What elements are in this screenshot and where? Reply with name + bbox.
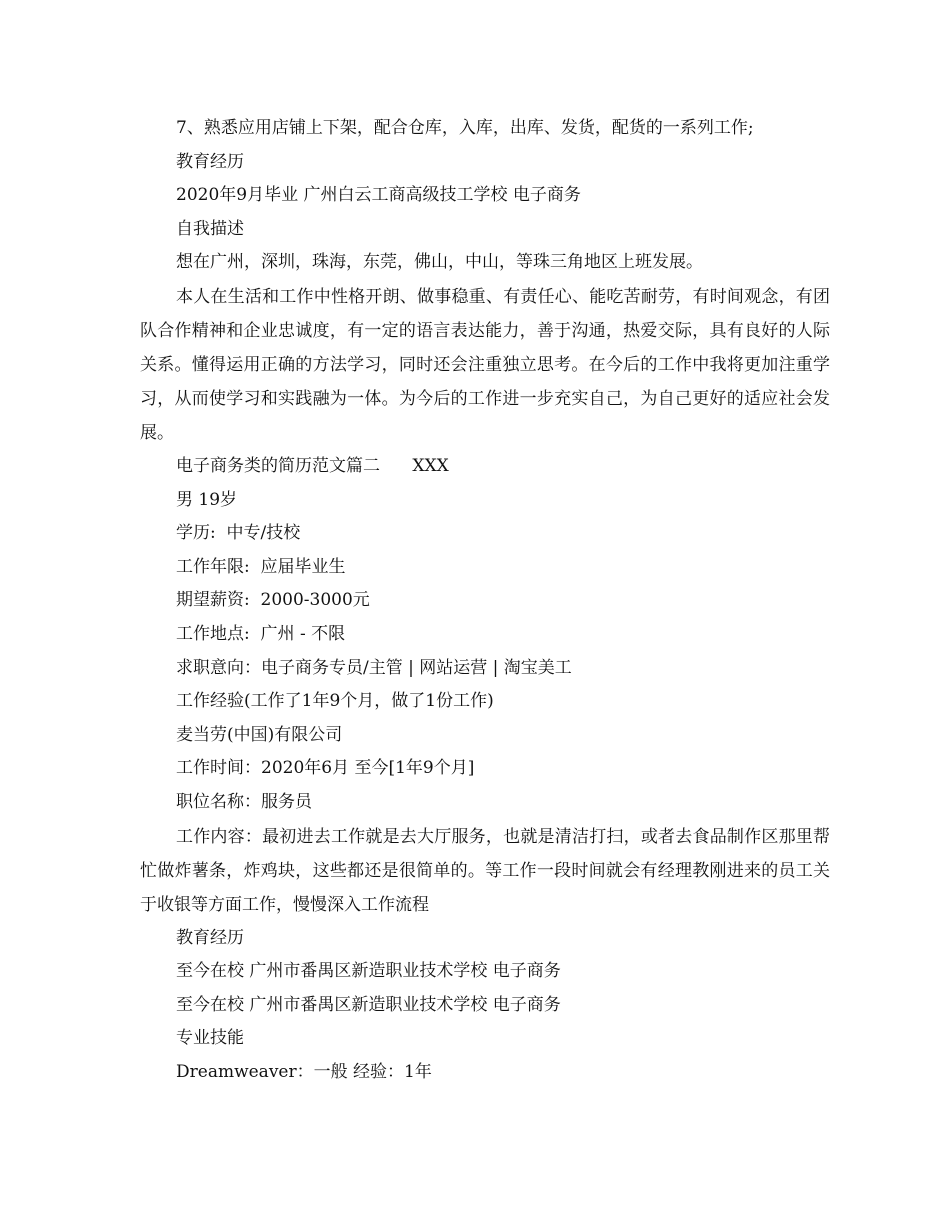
text-line-school-1: 至今在校 广州市番禺区新造职业技术学校 电子商务 bbox=[176, 961, 561, 982]
text-line-company: 麦当劳(中国)有限公司 bbox=[176, 724, 343, 745]
text-line-school-2: 至今在校 广州市番禺区新造职业技术学校 电子商务 bbox=[176, 994, 561, 1015]
heading-professional-skills: 专业技能 bbox=[176, 1028, 244, 1049]
text-line-position: 职位名称：服务员 bbox=[176, 791, 312, 812]
paragraph-work-content: 工作内容：最初进去工作就是去大厅服务，也就是清洁打扫，或者去食品制作区那里帮忙做炸薯条，炸鸡块，这些都还是很简单的。等工作一段时间就会有经理教刚进来的员工关于收银等方面工作，慢慢深入工作流程 bbox=[140, 826, 830, 915]
heading-education-2: 教育经历 bbox=[176, 927, 244, 948]
text-line-gender-age: 男 19岁 bbox=[176, 489, 238, 510]
text-line-work-years: 工作年限: 应届毕业生 bbox=[176, 556, 346, 577]
text-line-skill-dreamweaver: Dreamweaver：一般 经验：1年 bbox=[176, 1061, 432, 1082]
document-body bbox=[140, 112, 830, 1089]
text-line-job-intention: 求职意向：电子商务专员/主管 | 网站运营 | 淘宝美工 bbox=[176, 657, 572, 678]
text-line-expected-salary: 期望薪资: 2000-3000元 bbox=[176, 590, 370, 611]
heading-education: 教育经历 bbox=[176, 151, 244, 172]
text-line-work-experience: 工作经验(工作了1年9个月，做了1份工作) bbox=[176, 691, 494, 712]
text-line-work-period: 工作时间：2020年6月 至今[1年9个月] bbox=[176, 758, 475, 779]
text-line-location-preference: 想在广州，深圳，珠海，东莞，佛山，中山，等珠三角地区上班发展。 bbox=[176, 252, 703, 273]
paragraph-self-description: 本人在生活和工作中性格开朗、做事稳重、有责任心、能吃苦耐劳，有时间观念，有团队合作精神和企业忠诚度，有一定的语言表达能力，善于沟通，热爱交际，具有良好的人际关系。懂得运用正确的方法学习，同时还会注重独立思考。在今后的工作中我将更加注重学习，从而使学习和实践融为一体。为今后的工作进一步充实自己，为自己更好的适应社会发展。 bbox=[140, 286, 830, 443]
heading-self-description: 自我描述 bbox=[176, 218, 244, 239]
text-line-duty-7: 7、熟悉应用店铺上下架，配合仓库，入库，出库、发货，配货的一系列工作; bbox=[176, 118, 754, 138]
text-line-work-location: 工作地点: 广州 - 不限 bbox=[176, 623, 346, 644]
text-line-education-level: 学历: 中专/技校 bbox=[176, 523, 301, 544]
text-line-graduation: 2020年9月毕业 广州白云工商高级技工学校 电子商务 bbox=[176, 185, 581, 206]
heading-resume-sample-2: 电子商务类的简历范文篇二 XXX bbox=[176, 455, 449, 476]
